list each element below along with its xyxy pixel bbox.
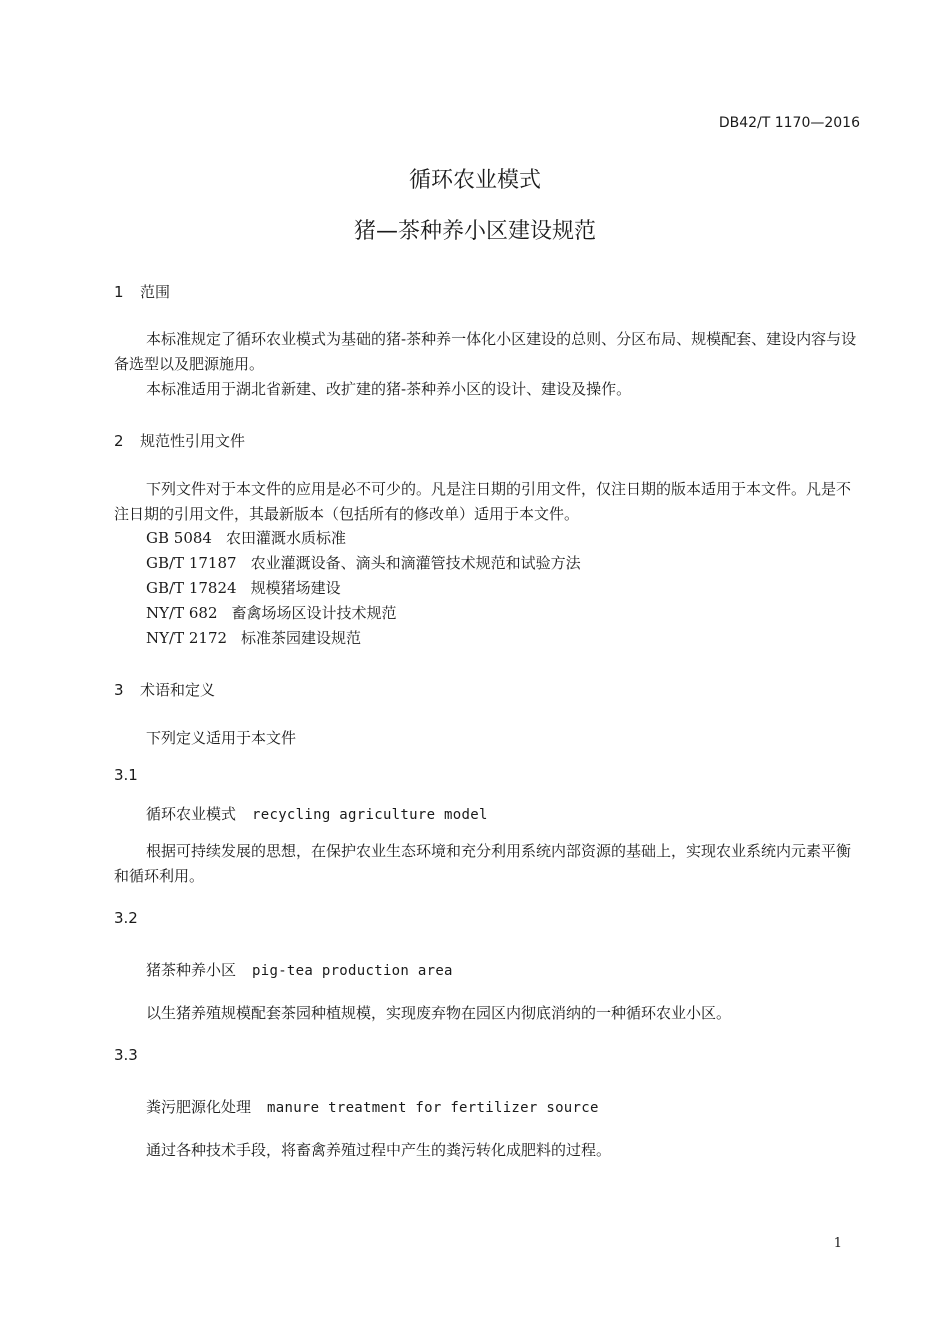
section-title: 范围	[140, 283, 171, 301]
scope-paragraph-2: 本标准适用于湖北省新建、改扩建的猪-茶种养小区的设计、建设及操作。	[146, 380, 632, 398]
section-heading-scope	[114, 281, 170, 302]
term-heading	[146, 803, 488, 824]
term-english: manure treatment for fertilizer source	[267, 1100, 599, 1116]
section-heading-normative-references	[114, 430, 245, 451]
section-heading-terms-definitions	[114, 679, 215, 700]
document-title-line-1: 循环农业模式	[408, 168, 541, 193]
term-english: pig-tea production area	[252, 963, 453, 979]
reference-code: GB 5084	[146, 529, 212, 547]
reference-title: 畜禽场场区设计技术规范	[231, 604, 397, 622]
reference-title: 农业灌溉设备、滴头和滴灌管技术规范和试验方法	[250, 554, 581, 572]
reference-code: GB/T 17187	[146, 554, 237, 572]
term-definition: 以生猪养殖规模配套茶园种植规模，实现废弃物在园区内彻底消纳的一种循环农业小区。	[146, 1004, 732, 1022]
term-heading	[146, 959, 453, 980]
section-number: 2	[114, 432, 124, 450]
section-title: 规范性引用文件	[140, 432, 246, 450]
term-chinese: 猪茶种养小区	[146, 961, 237, 979]
term-english: recycling agriculture model	[252, 807, 488, 823]
reference-code: GB/T 17824	[146, 579, 237, 597]
reference-item	[146, 577, 341, 598]
term-number: 3.1	[114, 766, 138, 784]
reference-code: NY/T 682	[146, 604, 218, 622]
reference-item	[146, 602, 397, 623]
term-number: 3.2	[114, 909, 138, 927]
page-number: 1	[833, 1236, 842, 1251]
term-definition: 通过各种技术手段，将畜禽养殖过程中产生的粪污转化成肥料的过程。	[146, 1141, 612, 1159]
section-title: 术语和定义	[140, 681, 216, 699]
term-number: 3.3	[114, 1046, 138, 1064]
scope-paragraph-1: 本标准规定了循环农业模式为基础的猪-茶种养一体化小区建设的总则、分区布局、规模配套、建设内容与设备选型以及肥源施用。	[114, 330, 857, 373]
reference-title: 标准茶园建设规范	[241, 629, 362, 647]
section-number: 3	[114, 681, 124, 699]
term-chinese: 粪污肥源化处理	[146, 1098, 252, 1116]
reference-code: NY/T 2172	[146, 629, 228, 647]
reference-item	[146, 627, 361, 648]
term-heading	[146, 1096, 599, 1117]
document-code: DB42/T 1170—2016	[718, 115, 860, 131]
reference-item	[146, 527, 346, 548]
terms-intro: 下列定义适用于本文件	[146, 729, 297, 747]
section-number: 1	[114, 283, 124, 301]
reference-title: 农田灌溉水质标准	[225, 529, 346, 547]
document-title-line-2: 猪—茶种养小区建设规范	[353, 219, 596, 244]
references-intro-paragraph: 下列文件对于本文件的应用是必不可少的。凡是注日期的引用文件，仅注日期的版本适用于本文件。凡是不注日期的引用文件，其最新版本（包括所有的修改单）适用于本文件。	[114, 480, 852, 523]
term-definition: 根据可持续发展的思想，在保护农业生态环境和充分利用系统内部资源的基础上，实现农业系统内元素平衡和循环利用。	[114, 842, 852, 885]
reference-item	[146, 552, 581, 573]
reference-title: 规模猪场建设	[250, 579, 341, 597]
term-chinese: 循环农业模式	[146, 805, 237, 823]
